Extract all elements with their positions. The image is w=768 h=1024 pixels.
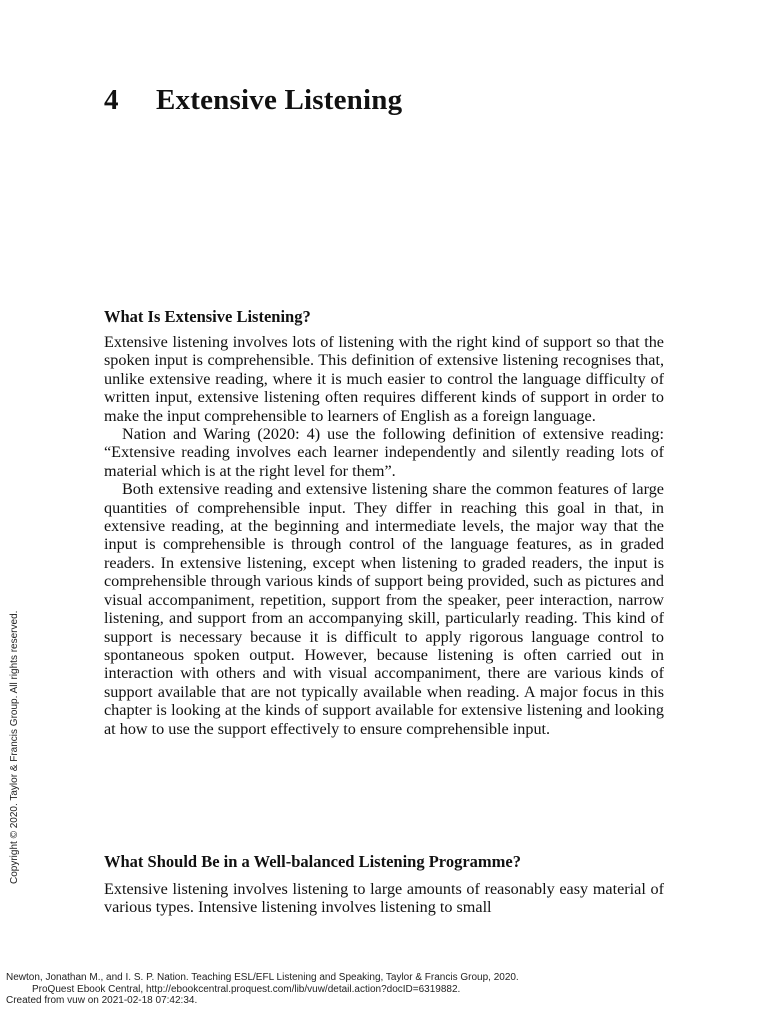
paragraph: Extensive listening involves listening to large amounts of reasonably easy material of various types. Intensive listening involves listening to small: [104, 880, 664, 917]
paragraph: Both extensive reading and extensive listening share the common features of large quantities of comprehensible input. They differ in reaching this goal in that, in extensive reading, at the beginning and intermediate levels, the major way that the input is comprehensible is through control of the language features, as in graded readers. In extensive listening, except when listening to graded readers, the input is comprehensible through various kinds of support being provided, such as pictures and visual accompaniment, repetition, support from the speaker, peer interaction, narrow listening, and support from an accompanying skill, particularly reading. This kind of support is necessary because it is difficult to apply rigorous language control to spontaneous spoken output. However, because listening is often carried out in interaction with others and with visual accompaniment, there are various kinds of support available that are not typically available when reading. A major focus in this chapter is looking at the kinds of support available for extensive listening and looking at how to use the support effectively to ensure comprehensible input.: [104, 480, 664, 738]
section-heading: What Should Be in a Well-balanced Listening Programme?: [104, 852, 521, 871]
paragraph: Nation and Waring (2020: 4) use the following definition of extensive reading: “Extensive reading involves each learner independently and silently reading lots of material which is at the right level for them”.: [104, 425, 664, 480]
section-what-is-extensive-listening: [104, 307, 664, 738]
chapter-number: 4: [104, 84, 119, 116]
footer-citation-line: Newton, Jonathan M., and I. S. P. Nation. Teaching ESL/EFL Listening and Speaking, Taylor & Francis Group, 2020.: [6, 972, 519, 983]
paragraph: Extensive listening involves lots of listening with the right kind of support so that the spoken input is comprehensible. This definition of extensive listening recognises that, unlike extensive reading, where it is much easier to control the language difficulty of written input, extensive listening often requires different kinds of support in order to make the input comprehensible to learners of English as a foreign language.: [104, 333, 664, 425]
chapter-title: Extensive Listening: [156, 84, 403, 116]
footer-source-line: ProQuest Ebook Central, http://ebookcentral.proquest.com/lib/vuw/detail.action?docID=6319882.: [32, 983, 461, 995]
chapter-heading: [104, 84, 402, 117]
side-copyright-notice: Copyright © 2020. Taylor & Francis Group. All rights reserved.: [9, 610, 20, 884]
section-well-balanced-programme: [104, 852, 664, 917]
footer-created-line: Created from vuw on 2021-02-18 07:42:34.: [6, 995, 198, 1006]
section-heading: What Is Extensive Listening?: [104, 307, 311, 326]
citation-footer: [6, 972, 519, 1007]
